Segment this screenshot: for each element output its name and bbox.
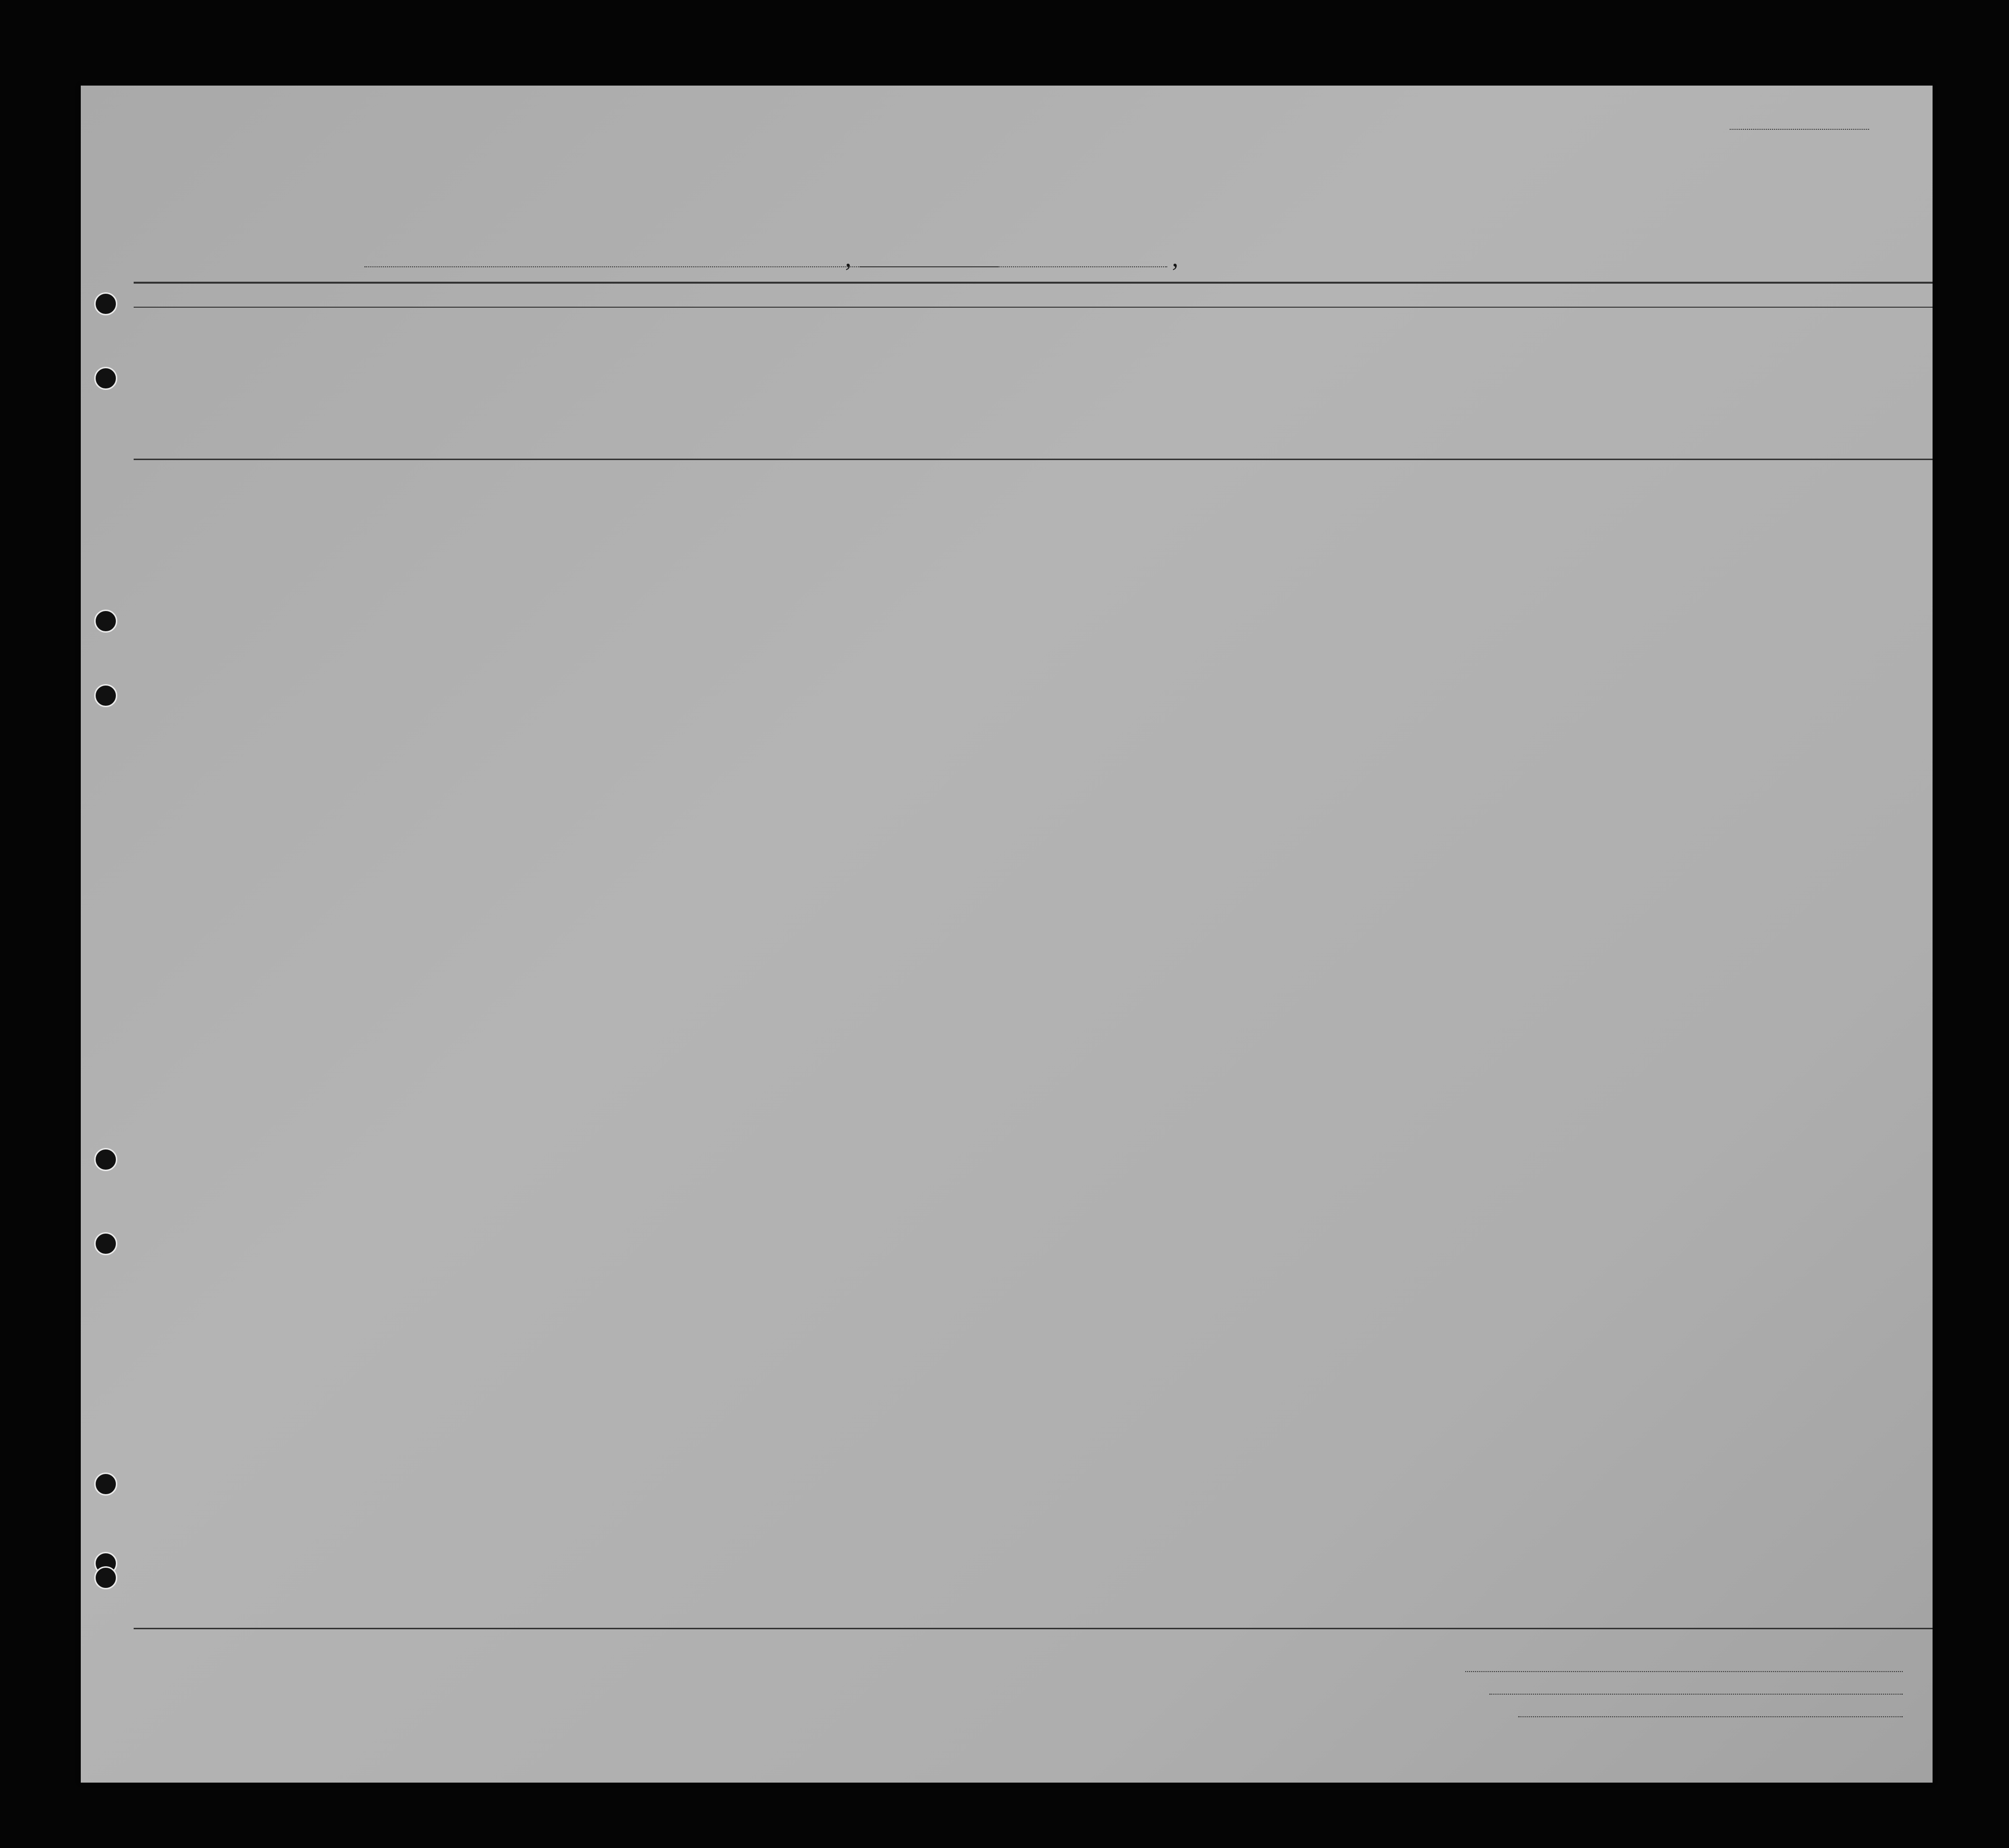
punch-hole <box>94 1148 117 1171</box>
heading-purpose-length <box>1186 355 1210 456</box>
heading-prison <box>1259 326 1287 456</box>
punch-hole <box>94 610 117 633</box>
owners-signature <box>1489 1694 1903 1695</box>
header-bottom-border <box>134 459 1933 460</box>
line-signature <box>1465 1671 1903 1672</box>
heading-purpose-citizen <box>1221 355 1245 456</box>
table-top-border <box>134 282 1933 284</box>
heading-excluded <box>1440 326 1456 456</box>
punch-hole <box>94 684 117 707</box>
date-line <box>860 266 1167 267</box>
heading-purpose-return <box>1152 355 1181 456</box>
heading-arrested <box>1463 326 1479 456</box>
heading-labor-contract <box>1402 326 1431 456</box>
punch-hole <box>94 367 117 390</box>
comma: , <box>1172 245 1178 272</box>
list-number-line <box>1730 129 1869 130</box>
punch-hole <box>94 1232 117 1255</box>
punch-hole <box>94 1473 117 1496</box>
colnum-divider <box>134 307 1933 308</box>
heading-question-28 <box>1345 326 1384 456</box>
manifest-sheet <box>81 86 1933 1783</box>
punch-hole <box>94 1566 117 1589</box>
table-bottom-border <box>134 1628 1933 1629</box>
comma: , <box>845 245 851 272</box>
local-agents-signature <box>1518 1716 1903 1717</box>
punch-hole <box>94 292 117 315</box>
